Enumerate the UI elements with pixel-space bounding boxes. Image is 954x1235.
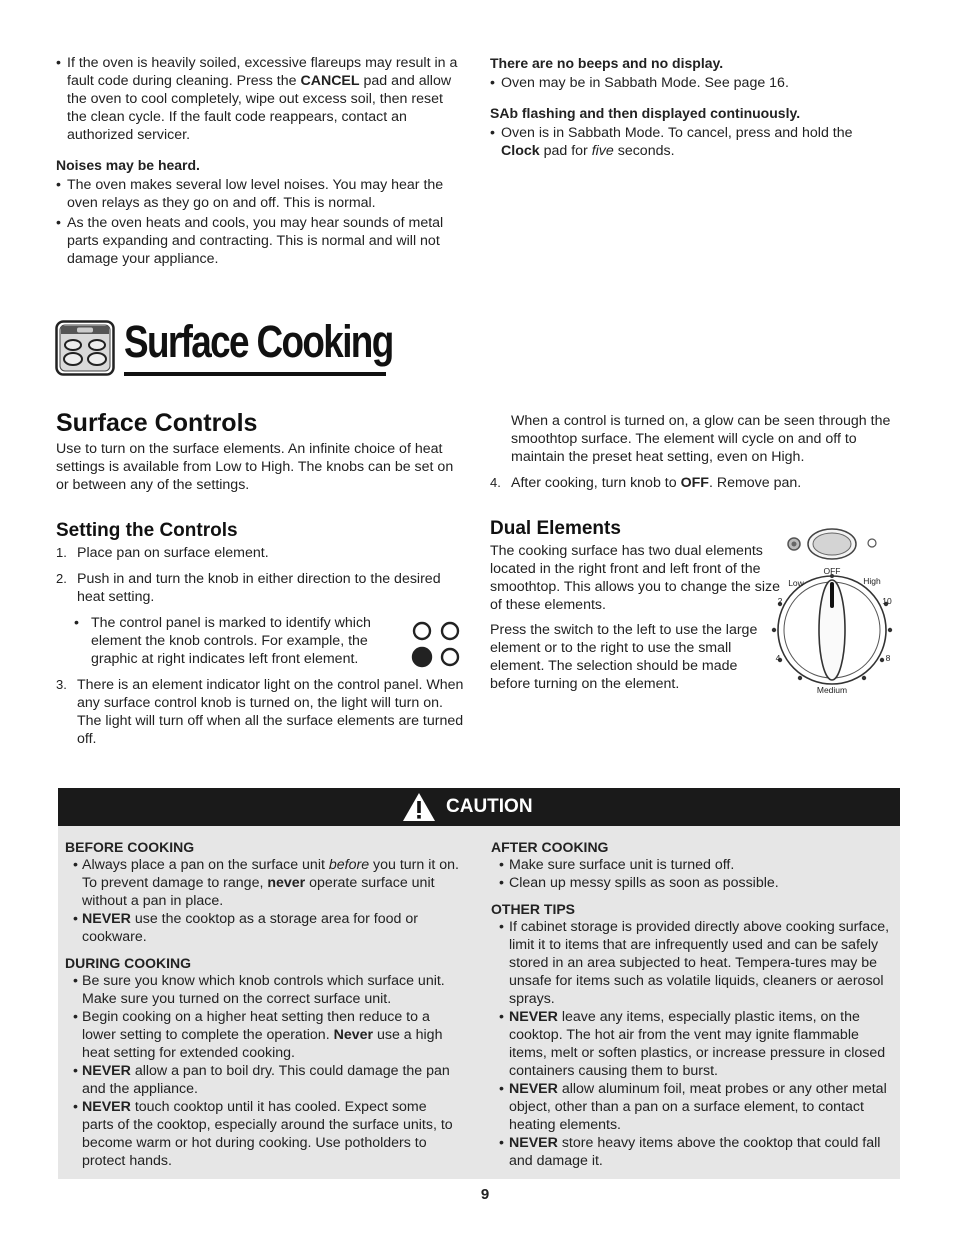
knob-label-medium: Medium: [816, 685, 848, 695]
before-bullet-1: • Always place a pan on the surface unit before you turn it on. To prevent damage to range, never operate surface unit without a pan in place.: [65, 856, 460, 910]
left-rear-element-icon: [414, 623, 430, 639]
after-bullet-1: • Make sure surface unit is turned off.: [491, 856, 896, 874]
caution-right-column: [491, 838, 896, 1170]
caution-header-bar: [58, 788, 900, 826]
heading-other-tips: OTHER TIPS: [491, 901, 576, 917]
bullet-fault-code: • If the oven is heavily soiled, excessive flareups may result in a fault code during cleaning. Press the CANCEL pad and allow the oven to cool completely, wipe out excess soil, then reset the clean cycle. If the fault code reappears, contact an authorized servicer.: [56, 54, 464, 144]
right-front-element-icon: [442, 649, 458, 665]
heading-noises: Noises may be heard.: [56, 157, 200, 173]
page-number: 9: [480, 1186, 490, 1203]
element-indicator-graphic: [408, 618, 464, 675]
heading-during-cooking: DURING COOKING: [65, 955, 191, 971]
surface-controls-intro: Use to turn on the surface elements. An infinite choice of heat settings is available from Low to High. The knobs can be set on or between any of the settings.: [56, 441, 454, 493]
knob-label-low: Low: [788, 578, 804, 588]
during-bullet-3: • NEVER allow a pan to boil dry. This could damage the pan and the appliance.: [65, 1062, 460, 1098]
bullet-sabbath-mode: • Oven may be in Sabbath Mode. See page 16.: [490, 74, 890, 92]
knob-label-4: 4: [775, 653, 781, 663]
heading-no-beeps: There are no beeps and no display.: [490, 55, 724, 71]
bullet-sab-cancel: • Oven is in Sabbath Mode. To cancel, press and hold the Clock pad for five seconds.: [490, 124, 890, 160]
other-bullet-4: • NEVER store heavy items above the cooktop that could fall and damage it.: [491, 1134, 896, 1170]
step-1: 1. Place pan on surface element.: [56, 545, 269, 561]
caution-label: CAUTION: [446, 796, 533, 817]
knob-label-8: 8: [885, 653, 891, 663]
right-rear-element-icon: [442, 623, 458, 639]
knob-label-off: OFF: [823, 566, 841, 576]
after-bullet-2: • Clean up messy spills as soon as possible.: [491, 874, 896, 892]
step-4: 4. After cooking, turn knob to OFF. Remove pan.: [490, 475, 802, 491]
cooktop-icon: [55, 320, 115, 381]
section-banner-title: Surface Cooking: [124, 316, 393, 367]
left-front-element-icon: [413, 648, 431, 666]
during-bullet-2: • Begin cooking on a higher heat setting then reduce to a lower setting to complete the operation. Never use a high heat setting for extended cooking.: [65, 1008, 460, 1062]
other-bullet-2: • NEVER leave any items, especially plastic items, on the cooktop. The hot air from the vent may ignite flammable items, melt or soften plastics, or increase pressure in closed containers causing them to burst.: [491, 1008, 896, 1080]
small-element-indicator-icon: [868, 539, 876, 547]
during-bullet-1: • Be sure you know which knob controls which surface unit. Make sure you turned on the correct surface unit.: [65, 972, 460, 1008]
bullet-noises-1: • The oven makes several low level noises. You may hear the oven relays as they go on and off. This is normal.: [56, 176, 464, 212]
top-left-column: [56, 54, 464, 268]
other-bullet-1: • If cabinet storage is provided directly above cooking surface, limit it to items that are infrequently used and can be safely stored in an area subjected to heat. Tempera-tures may be unsafe for items such as volatile liquids, cleaners or aerosol sprays.: [491, 918, 896, 1008]
setting-controls-title: Setting the Controls: [56, 520, 238, 541]
dual-elements-p2: Press the switch to the left to use the large element or to the right to use the small element. The selection should be made before turning on the element.: [490, 622, 758, 692]
heading-before-cooking: BEFORE COOKING: [65, 839, 195, 855]
other-bullet-3: • NEVER allow aluminum foil, meat probes or any other metal object, other than a pan on a surface element, to contact heating elements.: [491, 1080, 896, 1134]
during-bullet-4: • NEVER touch cooktop until it has cooled. Expect some parts of the cooktop, especially around the surface units, to become warm or hot during cooking. Use potholders to protect hands.: [65, 1098, 460, 1170]
step-2-bullet: • The control panel is marked to identify which element the knob controls. For example, the graphic at right indicates left front element.: [66, 614, 416, 668]
heading-after-cooking: AFTER COOKING: [491, 839, 609, 855]
dual-elements-title: Dual Elements: [490, 518, 621, 539]
dual-elements-p1: The cooking surface has two dual elements located in the right front and left front of the smoothtop. This allows you to change the size of these elements.: [490, 543, 780, 613]
knob-label-10: 10: [882, 596, 892, 606]
bullet-noises-2: • As the oven heats and cools, you may hear sounds of metal parts expanding and contracting. This is normal and will not damage your appliance.: [56, 214, 464, 268]
banner-underline: [124, 372, 386, 376]
before-bullet-2: • NEVER use the cooktop as a storage area for food or cookware.: [65, 910, 460, 946]
caution-left-column: [65, 838, 460, 1170]
step-2: 2. Push in and turn the knob in either direction to the desired heat setting.: [56, 571, 441, 605]
top-right-column: [490, 54, 890, 160]
dual-element-knob-diagram: [764, 524, 904, 705]
glow-paragraph: When a control is turned on, a glow can be seen through the smoothtop surface. The element will cycle on and off to maintain the preset heat setting, even on High.: [511, 413, 891, 465]
heading-sab-flashing: SAb flashing and then displayed continuously.: [490, 105, 801, 121]
surface-controls-title: Surface Controls: [56, 409, 258, 437]
setting-steps: [56, 544, 466, 748]
warning-triangle-icon: [402, 792, 436, 822]
step-3: 3. There is an element indicator light on the control panel. When any surface control knob is turned on, the light will turn on. The light will turn off when all the surface elements are turned off.: [56, 677, 464, 747]
knob-label-high: High: [863, 576, 881, 586]
knob-label-2: 2: [777, 596, 783, 606]
